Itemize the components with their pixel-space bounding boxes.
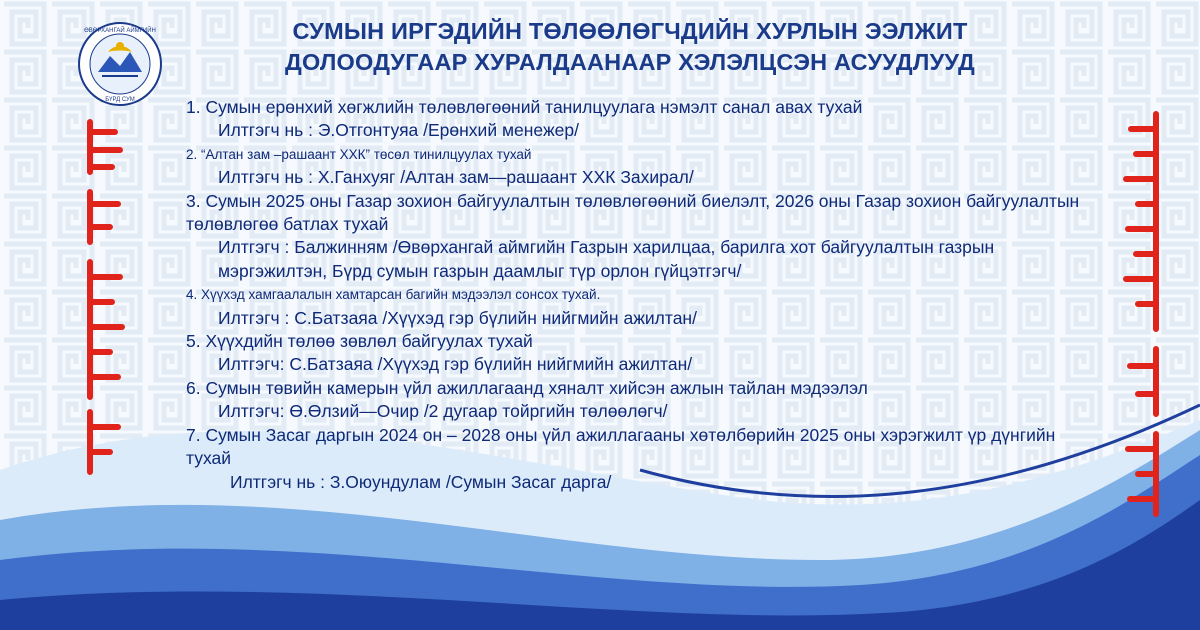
mongolian-script-right	[1096, 104, 1196, 524]
mongolian-script-left	[60, 112, 160, 482]
logo-bottom-text: БҮРД СУМ	[105, 97, 135, 103]
agenda-list	[186, 96, 1096, 494]
speaker-2: Илтгэгч нь : Х.Ганхуяг /Алтан зам—рашаант ХХК Захирал/	[218, 167, 694, 188]
sum-emblem-logo	[78, 22, 162, 106]
title-line-2: ДОЛООДУГААР ХУРАЛДААНААР ХЭЛЭЛЦСЭН АСУУДЛУУД	[285, 49, 975, 75]
agenda-item-6: 6. Сумын төвийн камерын үйл ажиллагаанд хяналт хийсэн ажлын тайлан мэдээлэл	[186, 377, 868, 398]
agenda-item-2: 2. “Алтан зам –рашаант ХХК” төсөл тинилцуулах тухай	[186, 146, 532, 162]
speaker-6: Илтгэгч: Ө.Өлзий—Очир /2 дугаар тойргийн төлөөлөгч/	[218, 401, 668, 422]
speaker-5: Илтгэгч: С.Батзаяа /Хүүхэд гэр бүлийн нийгмийн ажилтан/	[218, 354, 693, 375]
agenda-item-4: 4. Хүүхэд хамгаалалын хамтарсан багийн мэдээлэл сонсох тухай.	[186, 287, 601, 303]
agenda-item-5: 5. Хүүхдийн төлөө зөвлөл байгуулах тухай	[186, 331, 533, 352]
title-line-1: СУМЫН ИРГЭДИЙН ТӨЛӨӨЛӨГЧДИЙН ХУРЛЫН ЭЭЛЖИТ	[292, 18, 968, 44]
agenda-item-1: 1. Сумын ерөнхий хөгжлийн төлөвлөгөөний танилцуулага нэмэлт санал авах тухай	[186, 97, 863, 117]
speaker-1: Илтгэгч нь : Э.Отгонтуяа /Ерөнхий менежер/	[218, 120, 579, 141]
agenda-item-3: 3. Сумын 2025 оны Газар зохион байгуулалтын төлөвлөгөөний биелэлт, 2026 оны Газар зохион байгуулалтын төлөвлөгөө батлах тухай	[186, 190, 1080, 235]
page-title	[190, 16, 1070, 78]
agenda-item-7: 7. Сумын Засаг даргын 2024 он – 2028 оны үйл ажиллагааны хөтөлбөрийн 2025 оны хэрэгжилт үр дүнгийн тухай	[186, 424, 1056, 469]
speaker-3: Илтгэгч : Балжинням /Өвөрхангай аймгийн Газрын харилцаа, барилга хот байгуулалтын газрын мэргэжилтэн, Бүрд сумын газрын даамлыг түр орлон гүйцэтгэгч/	[218, 237, 995, 281]
speaker-7: Илтгэгч нь : З.Оюундулам /Сумын Засаг дарга/	[230, 471, 612, 492]
speaker-4: Илтгэгч : С.Батзаяа /Хүүхэд гэр бүлийн нийгмийн ажилтан/	[218, 307, 697, 328]
logo-top-text: ӨВӨРХАНГАЙ АЙМГИЙН	[84, 28, 156, 34]
